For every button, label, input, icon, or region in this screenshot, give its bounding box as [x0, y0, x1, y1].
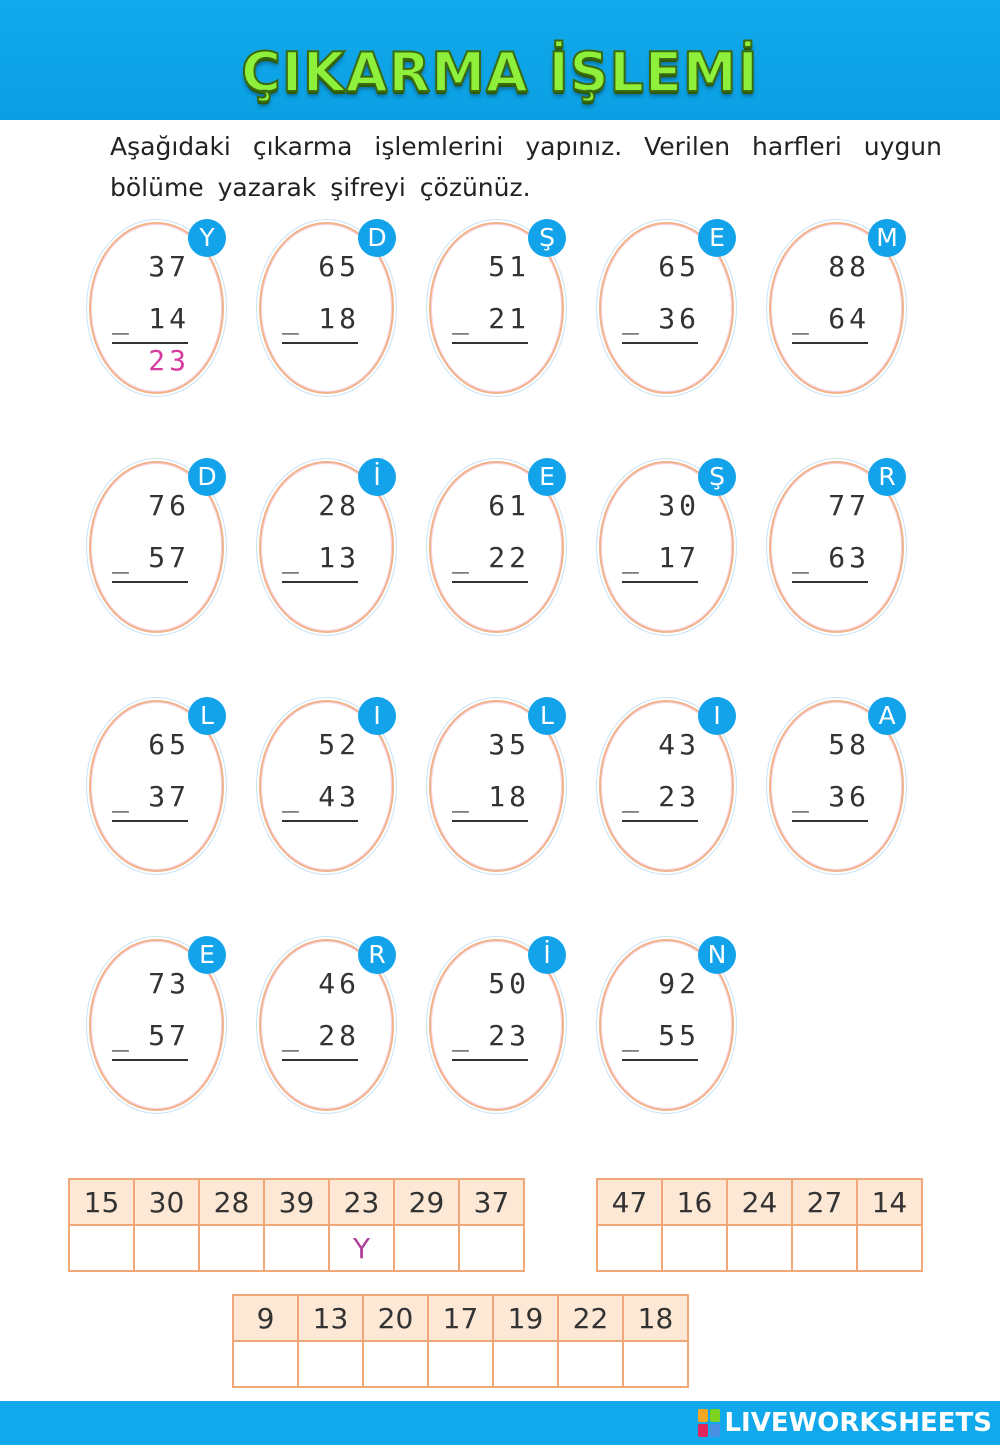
subtraction-problem	[254, 939, 404, 1119]
result-line	[452, 820, 528, 822]
minus-sign: _	[792, 780, 809, 813]
result-line	[792, 581, 868, 583]
code-letter-input[interactable]	[233, 1341, 298, 1387]
subtraction-problem	[764, 700, 914, 880]
result-line	[282, 581, 358, 583]
subtraction-problem	[84, 222, 234, 402]
problem-letter-badge: D	[358, 219, 396, 257]
subtraction-problem	[594, 222, 744, 402]
code-number-cell: 22	[558, 1295, 623, 1341]
code-number-cell: 28	[199, 1179, 264, 1225]
code-letter-input[interactable]	[558, 1341, 623, 1387]
minuend: 52	[318, 728, 360, 761]
subtraction-problem	[424, 939, 574, 1119]
problem-letter-badge: E	[528, 458, 566, 496]
result-line	[792, 342, 868, 344]
result-line	[112, 1059, 188, 1061]
subtraction-problem	[84, 461, 234, 641]
code-number-cell: 14	[857, 1179, 922, 1225]
subtraction-problem	[254, 222, 404, 402]
code-letter-input[interactable]	[662, 1225, 727, 1271]
code-number-cell: 23	[329, 1179, 394, 1225]
code-number-cell: 27	[792, 1179, 857, 1225]
subtraction-problem	[84, 700, 234, 880]
subtraction-problem	[764, 461, 914, 641]
code-number-cell: 30	[134, 1179, 199, 1225]
minus-sign: _	[112, 302, 129, 335]
code-number-cell: 29	[394, 1179, 459, 1225]
subtrahend: 36	[658, 302, 700, 335]
result-line	[282, 342, 358, 344]
code-number-cell: 24	[727, 1179, 792, 1225]
minuend: 65	[318, 250, 360, 283]
code-table-numbers-row	[233, 1295, 688, 1341]
code-letter-input[interactable]	[69, 1225, 134, 1271]
result-line	[452, 1059, 528, 1061]
minus-sign: _	[282, 541, 299, 574]
code-number-cell: 18	[623, 1295, 688, 1341]
subtrahend: 57	[148, 1019, 190, 1052]
subtrahend: 43	[318, 780, 360, 813]
liveworksheets-logo-icon	[698, 1409, 720, 1437]
code-number-cell: 39	[264, 1179, 329, 1225]
subtraction-problem	[594, 700, 744, 880]
subtrahend: 57	[148, 541, 190, 574]
code-table-numbers-row	[597, 1179, 922, 1225]
problem-letter-badge: R	[358, 936, 396, 974]
instructions-text: Aşağıdaki çıkarma işlemlerini yapınız. Verilen harfleri uygun bölüme yazarak şifreyi çözünüz.	[110, 132, 942, 202]
subtrahend: 18	[488, 780, 530, 813]
minuend: 43	[658, 728, 700, 761]
result-line	[622, 342, 698, 344]
minuend: 76	[148, 489, 190, 522]
minus-sign: _	[112, 1019, 129, 1052]
result-line	[622, 581, 698, 583]
minuend: 35	[488, 728, 530, 761]
code-table-letters-row	[597, 1225, 922, 1271]
minuend: 73	[148, 967, 190, 1000]
minus-sign: _	[452, 541, 469, 574]
minuend: 28	[318, 489, 360, 522]
subtraction-problem	[424, 700, 574, 880]
code-table-1	[68, 1178, 525, 1272]
subtraction-problem	[764, 222, 914, 402]
subtrahend: 17	[658, 541, 700, 574]
subtrahend: 55	[658, 1019, 700, 1052]
subtrahend: 28	[318, 1019, 360, 1052]
subtrahend: 23	[488, 1019, 530, 1052]
minus-sign: _	[792, 302, 809, 335]
minus-sign: _	[622, 780, 639, 813]
minus-sign: _	[112, 780, 129, 813]
code-letter-input[interactable]	[428, 1341, 493, 1387]
problem-letter-badge: I	[698, 697, 736, 735]
subtraction-problem	[254, 461, 404, 641]
code-table-letters-row	[69, 1225, 524, 1271]
minus-sign: _	[622, 1019, 639, 1052]
problem-letter-badge: L	[528, 697, 566, 735]
code-number-cell: 9	[233, 1295, 298, 1341]
result-line	[622, 820, 698, 822]
minuend: 50	[488, 967, 530, 1000]
minus-sign: _	[282, 780, 299, 813]
subtraction-problem	[424, 222, 574, 402]
problem-letter-badge: I	[358, 697, 396, 735]
problem-letter-badge: N	[698, 936, 736, 974]
minuend: 46	[318, 967, 360, 1000]
footer-brand-text: LIVEWORKSHEETS	[724, 1408, 992, 1438]
code-table-3	[232, 1294, 689, 1388]
minus-sign: _	[282, 1019, 299, 1052]
code-letter-input[interactable]: Y	[329, 1225, 394, 1271]
minus-sign: _	[452, 780, 469, 813]
code-letter-input[interactable]	[623, 1341, 688, 1387]
problem-letter-badge: Ş	[698, 458, 736, 496]
minuend: 61	[488, 489, 530, 522]
minuend: 51	[488, 250, 530, 283]
answer-input[interactable]: 23	[148, 344, 190, 377]
subtraction-problem	[424, 461, 574, 641]
subtrahend: 37	[148, 780, 190, 813]
problem-letter-badge: E	[698, 219, 736, 257]
problem-letter-badge: İ	[358, 458, 396, 496]
code-letter-input[interactable]	[134, 1225, 199, 1271]
minus-sign: _	[282, 302, 299, 335]
minuend: 65	[148, 728, 190, 761]
footer-band	[0, 1401, 1000, 1445]
code-letter-input[interactable]	[727, 1225, 792, 1271]
problem-letter-badge: E	[188, 936, 226, 974]
result-line	[112, 820, 188, 822]
result-line	[282, 820, 358, 822]
problem-letter-badge: Y	[188, 219, 226, 257]
code-letter-input[interactable]	[597, 1225, 662, 1271]
problem-letter-badge: Ş	[528, 219, 566, 257]
subtrahend: 63	[828, 541, 870, 574]
minus-sign: _	[452, 1019, 469, 1052]
subtraction-problem	[254, 700, 404, 880]
subtraction-problem	[594, 939, 744, 1119]
problem-letter-badge: L	[188, 697, 226, 735]
subtrahend: 18	[318, 302, 360, 335]
code-number-cell: 17	[428, 1295, 493, 1341]
subtraction-problem	[84, 939, 234, 1119]
code-number-cell: 20	[363, 1295, 428, 1341]
minus-sign: _	[792, 541, 809, 574]
problem-letter-badge: R	[868, 458, 906, 496]
subtrahend: 64	[828, 302, 870, 335]
code-table-numbers-row	[69, 1179, 524, 1225]
code-table-2	[596, 1178, 923, 1272]
minus-sign: _	[622, 541, 639, 574]
minuend: 37	[148, 250, 190, 283]
minuend: 30	[658, 489, 700, 522]
liveworksheets-logo[interactable]	[698, 1407, 992, 1439]
code-number-cell: 15	[69, 1179, 134, 1225]
subtraction-problem	[594, 461, 744, 641]
code-letter-input[interactable]	[363, 1341, 428, 1387]
result-line	[622, 1059, 698, 1061]
result-line	[452, 342, 528, 344]
minus-sign: _	[112, 541, 129, 574]
code-letter-input[interactable]	[857, 1225, 922, 1271]
code-letter-input[interactable]	[298, 1341, 363, 1387]
minus-sign: _	[452, 302, 469, 335]
code-letter-input[interactable]	[264, 1225, 329, 1271]
code-letter-input[interactable]	[459, 1225, 524, 1271]
problem-letter-badge: İ	[528, 936, 566, 974]
subtrahend: 36	[828, 780, 870, 813]
result-line	[452, 581, 528, 583]
code-number-cell: 13	[298, 1295, 363, 1341]
minuend: 58	[828, 728, 870, 761]
result-line	[112, 581, 188, 583]
code-number-cell: 19	[493, 1295, 558, 1341]
code-number-cell: 47	[597, 1179, 662, 1225]
problem-letter-badge: A	[868, 697, 906, 735]
result-line	[792, 820, 868, 822]
code-letter-input[interactable]	[493, 1341, 558, 1387]
minuend: 65	[658, 250, 700, 283]
page-title: ÇIKARMA İŞLEMİ	[241, 41, 759, 104]
minus-sign: _	[622, 302, 639, 335]
code-table-letters-row	[233, 1341, 688, 1387]
problem-letter-badge: D	[188, 458, 226, 496]
subtrahend: 22	[488, 541, 530, 574]
subtrahend: 14	[148, 302, 190, 335]
code-letter-input[interactable]	[792, 1225, 857, 1271]
code-letter-input[interactable]	[199, 1225, 264, 1271]
subtrahend: 23	[658, 780, 700, 813]
subtrahend: 21	[488, 302, 530, 335]
minuend: 88	[828, 250, 870, 283]
code-number-cell: 37	[459, 1179, 524, 1225]
minuend: 77	[828, 489, 870, 522]
problem-letter-badge: M	[868, 219, 906, 257]
subtrahend: 13	[318, 541, 360, 574]
code-letter-input[interactable]	[394, 1225, 459, 1271]
code-number-cell: 16	[662, 1179, 727, 1225]
minuend: 92	[658, 967, 700, 1000]
result-line	[282, 1059, 358, 1061]
